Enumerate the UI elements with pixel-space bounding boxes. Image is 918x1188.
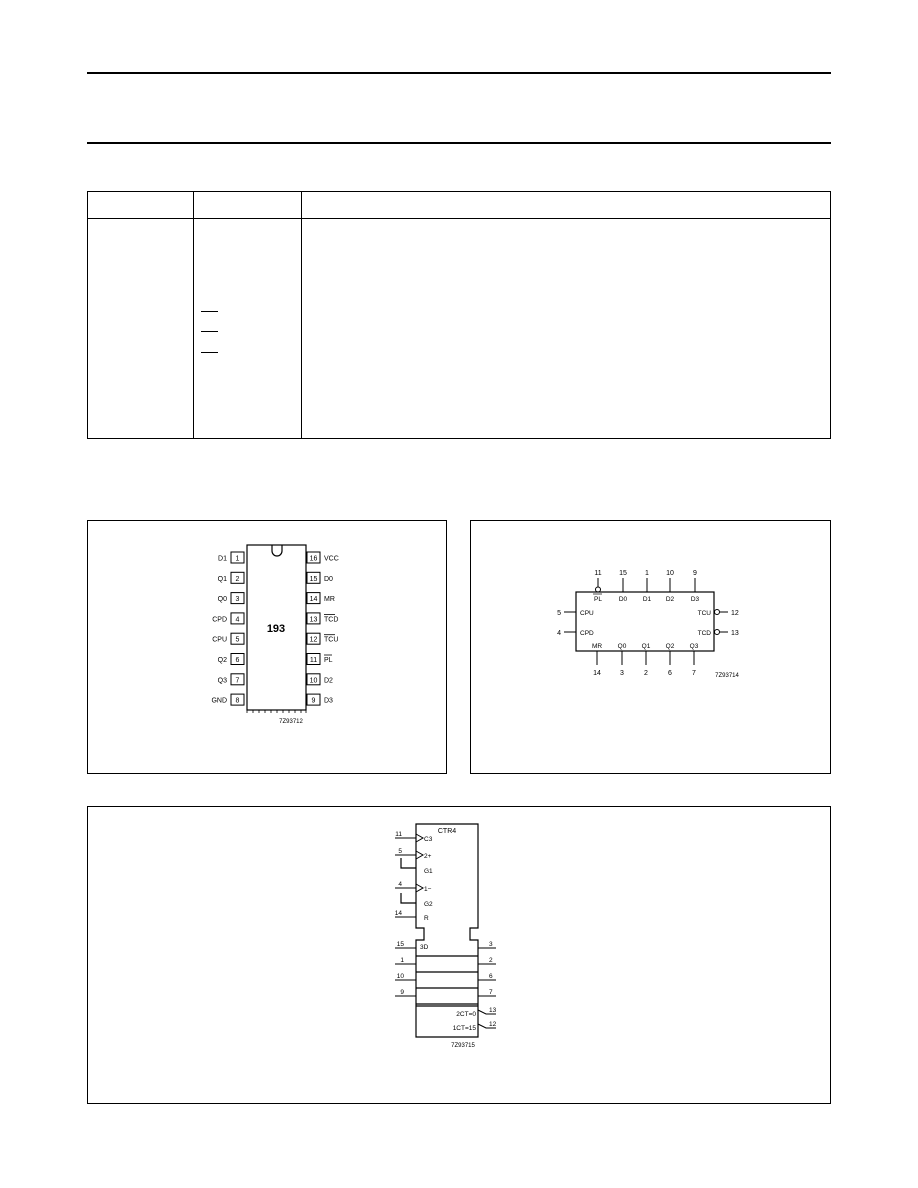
logic-pin-number: 6	[668, 670, 672, 677]
dip-pin-label: Q3	[217, 677, 227, 685]
iec-pin-number: 9	[400, 989, 404, 996]
iec-carry-label: 1CT=15	[452, 1025, 476, 1032]
logic-pin-number: 9	[693, 570, 697, 577]
iec-input-label: G1	[424, 868, 433, 875]
iec-pin-number: 15	[396, 941, 404, 948]
iec-carry-label: 2CT=0	[456, 1011, 476, 1018]
logic-pin-number: 3	[620, 670, 624, 677]
dip-pin-label: TCU	[324, 636, 339, 644]
logic-pin-number: 7	[692, 670, 696, 677]
logic-pin-label: MR	[591, 643, 603, 650]
dip-pin-label: D2	[324, 677, 333, 685]
dip-pin-label: Q2	[217, 657, 227, 664]
logic-pin-label: D3	[690, 596, 700, 603]
iec-input-label: G2	[424, 901, 433, 908]
dip-pin-number: 15	[309, 575, 318, 583]
dip-pin-number: 7	[235, 677, 240, 685]
dip-pin-number: 14	[309, 596, 318, 604]
dip-pin-label: D3	[324, 697, 333, 705]
logic-pin-label: CPU	[580, 610, 594, 617]
logic-pin-number: 10	[666, 570, 674, 577]
iec-pin-number: 12	[489, 1021, 497, 1028]
iec-pin-number: 6	[489, 973, 493, 980]
logic-pin-number: 1	[645, 570, 649, 577]
dip-pin-number: 9	[311, 697, 316, 705]
iec-pin-number: 3	[489, 941, 493, 948]
iec-pin-number: 1	[400, 957, 404, 964]
iec-title: CTR4	[437, 828, 457, 835]
logic-pin-number: 5	[557, 610, 561, 617]
dip-pin-number: 6	[235, 657, 240, 664]
logic-pin-label: CPD	[580, 630, 594, 637]
iec-pin-number: 14	[394, 910, 402, 917]
logic-pin-label: Q1	[641, 643, 651, 650]
iec-pin-number: 5	[398, 848, 402, 855]
iec-figure-code: 7Z93715	[451, 1043, 475, 1049]
iec-pin-number: 2	[489, 957, 493, 964]
logic-pin-label: D1	[642, 596, 652, 603]
dip-pin-label: CPD	[212, 616, 227, 624]
dip-pin-number: 16	[309, 555, 318, 563]
dip-pin-label: MR	[324, 596, 335, 604]
dip-pin-label: TCD	[324, 616, 339, 624]
chip-number: 193	[266, 623, 286, 635]
dip-pin-label: D1	[218, 555, 227, 563]
iec-input-label: C3	[424, 836, 433, 843]
iec-pin-number: 13	[489, 1007, 497, 1014]
dip-pin-label: PL	[324, 657, 333, 664]
logic-pin-label: D2	[665, 596, 675, 603]
logic-pin-label: Q3	[689, 643, 699, 650]
logic-pin-label: TCD	[697, 630, 711, 637]
iec-pin-number: 10	[396, 973, 404, 980]
dip-pin-label: VCC	[324, 555, 339, 563]
dip-pin-number: 4	[235, 616, 240, 624]
iec-input-label: R	[424, 915, 429, 922]
logic-pin-number: 13	[731, 630, 739, 637]
logic-pin-number: 14	[593, 670, 601, 677]
dip-pin-number: 13	[309, 616, 318, 624]
logic-pin-number: 11	[594, 570, 602, 577]
logic-pin-label: Q2	[665, 643, 675, 650]
dip-pin-label: Q1	[217, 575, 227, 583]
dip-figure-code: 7Z93712	[279, 719, 303, 725]
iec-row-label: 3D	[420, 944, 429, 951]
dip-pin-number: 10	[309, 677, 318, 685]
dip-pin-label: GND	[211, 697, 227, 705]
dip-pin-number: 5	[235, 636, 240, 644]
logic-pin-label: D0	[618, 596, 628, 603]
logic-figure-code: 7Z93714	[715, 673, 739, 679]
logic-pin-number: 12	[731, 610, 739, 617]
iec-pin-number: 7	[489, 989, 493, 996]
iec-input-label: 2+	[424, 853, 432, 860]
iec-pin-number: 11	[395, 831, 402, 838]
iec-input-label: 1−	[424, 886, 432, 893]
logic-pin-number: 4	[557, 630, 561, 637]
logic-pin-label: PL	[594, 596, 602, 603]
dip-pin-number: 11	[309, 657, 318, 664]
logic-pin-label: TCU	[697, 610, 711, 617]
dip-pin-number: 8	[235, 697, 240, 705]
dip-pin-number: 1	[235, 555, 240, 563]
logic-pin-number: 2	[644, 670, 648, 677]
dip-pin-number: 3	[235, 596, 240, 604]
logic-pin-number: 15	[619, 570, 627, 577]
dip-pin-label: Q0	[217, 596, 227, 604]
dip-pin-label: CPU	[212, 636, 227, 644]
iec-pin-number: 4	[398, 881, 402, 888]
dip-pin-label: D0	[324, 575, 333, 583]
logic-pin-label: Q0	[617, 643, 627, 650]
dip-pin-number: 12	[309, 636, 318, 644]
dip-pin-number: 2	[235, 575, 240, 583]
